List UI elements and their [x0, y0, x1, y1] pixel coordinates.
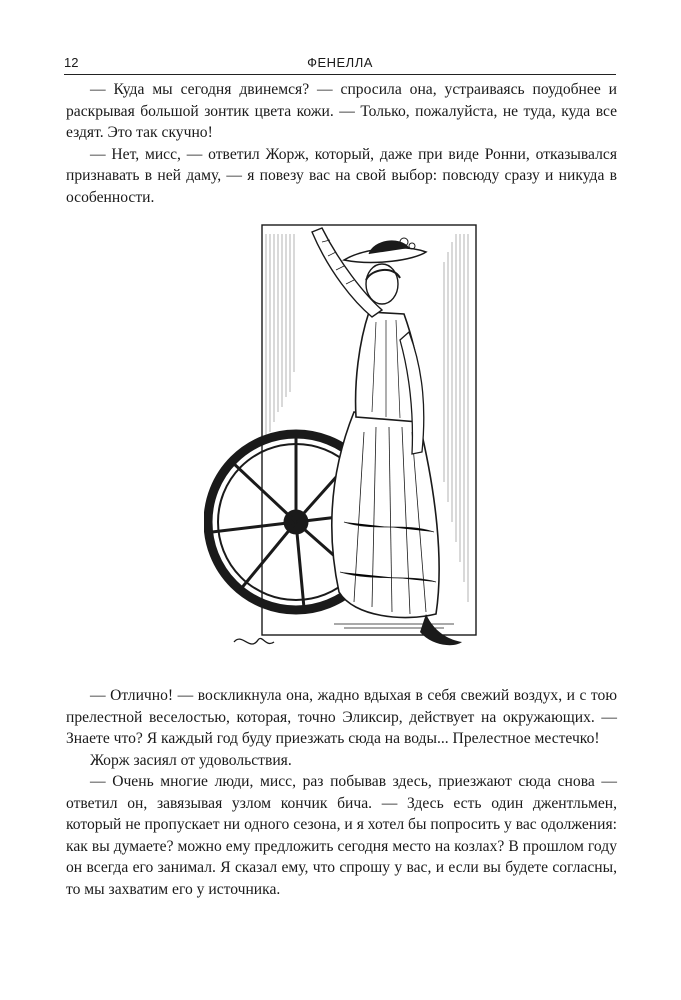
- running-title: ФЕНЕЛЛА: [307, 55, 373, 70]
- paragraph: — Отлично! — воскликнула она, жадно вдыхая в себя свежий воздух, и с тою прелестной веселостью, которая, точно Эликсир, действует на окружающих. — Знаете что? Я каждый год буду приезжать сюда на воды... Прелестное местечко!: [66, 687, 617, 747]
- paragraph: Жорж засиял от удовольствия.: [90, 751, 292, 769]
- page-number: 12: [64, 55, 79, 70]
- engraving-woman-climbing-carriage-wheel-icon: [204, 222, 480, 670]
- text-block-bottom: [66, 685, 617, 900]
- paragraph: — Нет, мисс, — ответил Жорж, который, даже при виде Ронни, отказывался признавать в ней даму, — я повезу вас на свой выбор: повсюду сразу и никуда в особенности.: [66, 145, 617, 206]
- running-header: [64, 52, 616, 75]
- text-block-top: [66, 79, 617, 208]
- engraving-illustration: [204, 222, 480, 670]
- paragraph: — Очень многие люди, мисс, раз побывав здесь, приезжают сюда снова — ответил он, завязывая узлом кончик бича. — Здесь есть один джентльмен, который не пропускает ни одного сезона, и я хотел бы попросить у вас одолжения: как вы думаете? можно ему предложить сегодня место на козлах? В прошлом году он всегда его занимал. Я сказал ему, что спрошу у вас, и если вы будете согласны, то мы захватим его у источника.: [66, 773, 617, 898]
- paragraph: — Куда мы сегодня двинемся? — спросила она, устраиваясь поудобнее и раскрывая большой зонтик цвета кожи. — Только, пожалуйста, не туда, куда все ездят. Это так скучно!: [66, 81, 617, 141]
